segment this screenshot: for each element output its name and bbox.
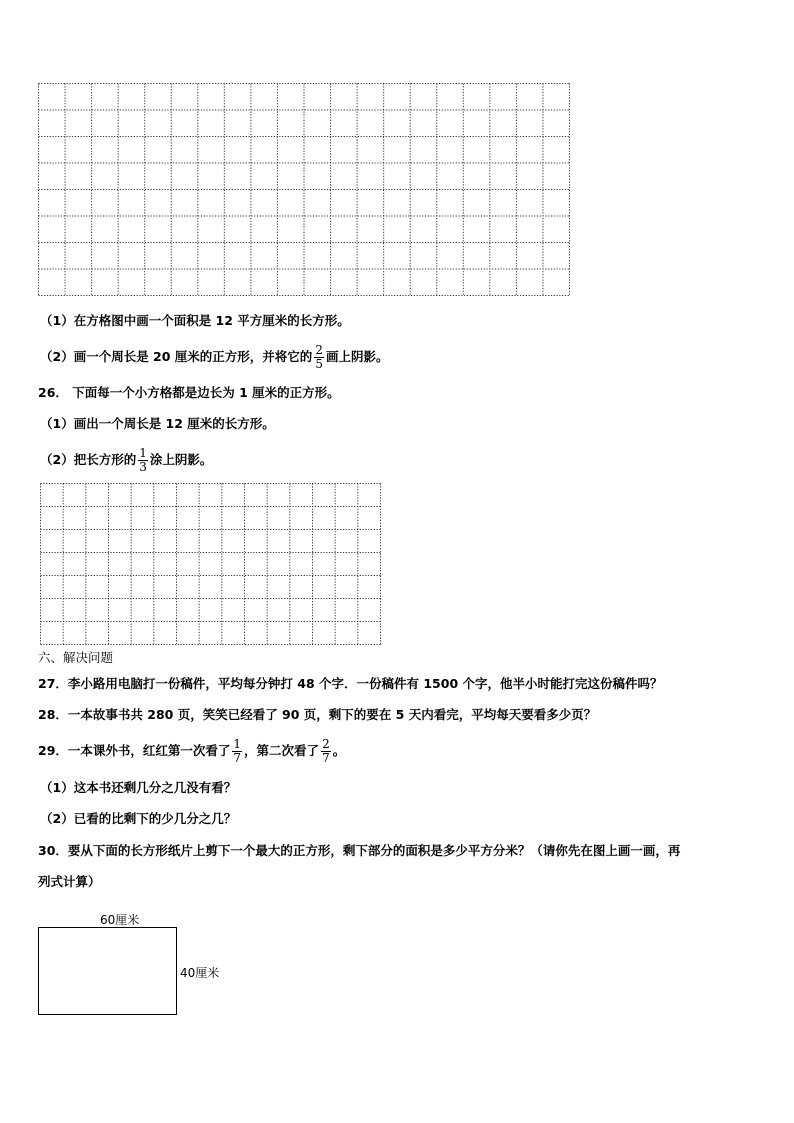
- q25-part2: （2）画一个周长是 20 厘米的正方形，并将它的 $\frac{2}{5}$ 画上阴影。: [40, 343, 389, 371]
- q30-line2: 列式计算）: [38, 874, 101, 889]
- fraction-one-third: $\frac{1}{3}$: [139, 446, 147, 474]
- fraction-two-fifths: $\frac{2}{5}$: [315, 343, 323, 371]
- paper-rectangle: [38, 927, 177, 1015]
- q29-part2: （2）已看的比剩下的少几分之几？: [40, 811, 237, 826]
- q25-part1: （1）在方格图中画一个面积是 12 平方厘米的长方形。: [40, 313, 350, 328]
- q27-text: 27．李小路用电脑打一份稿件，平均每分钟打 48 个字．一份稿件有 1500 个字，他半小时能打完这份稿件吗？: [38, 676, 663, 691]
- q26-part2: （2）把长方形的 $\frac{1}{3}$ 涂上阴影。: [40, 446, 213, 474]
- rectangle-height-label: 40厘米: [180, 966, 220, 980]
- q26-title: 26． 下面每一个小方格都是边长为 1 厘米的正方形。: [38, 385, 340, 400]
- q30-line1: 30．要从下面的长方形纸片上剪下一个最大的正方形，剩下部分的面积是多少平方分米？（请你先在图上画一画，再: [38, 843, 681, 858]
- rectangle-width-label: 60厘米: [100, 913, 140, 927]
- q26-part1: （1）画出一个周长是 12 厘米的长方形。: [40, 416, 275, 431]
- section-title: 六、解决问题: [38, 650, 114, 665]
- fraction-one-seventh: $\frac{1}{7}$: [233, 737, 242, 765]
- q29-part1: （1）这本书还剩几分之几没有看？: [40, 780, 237, 795]
- grid-paper-2: [40, 483, 381, 645]
- q29-text: 29．一本课外书，红红第一次看了 $\frac{1}{7}$ ，第二次看了 $\frac{2}{7}$ 。: [38, 737, 346, 765]
- fraction-two-sevenths: $\frac{2}{7}$: [322, 737, 330, 765]
- grid-paper-1: [38, 83, 570, 296]
- q28-text: 28．一本故事书共 280 页，笑笑已经看了 90 页，剩下的要在 5 天内看完，平均每天要看多少页？: [38, 707, 597, 722]
